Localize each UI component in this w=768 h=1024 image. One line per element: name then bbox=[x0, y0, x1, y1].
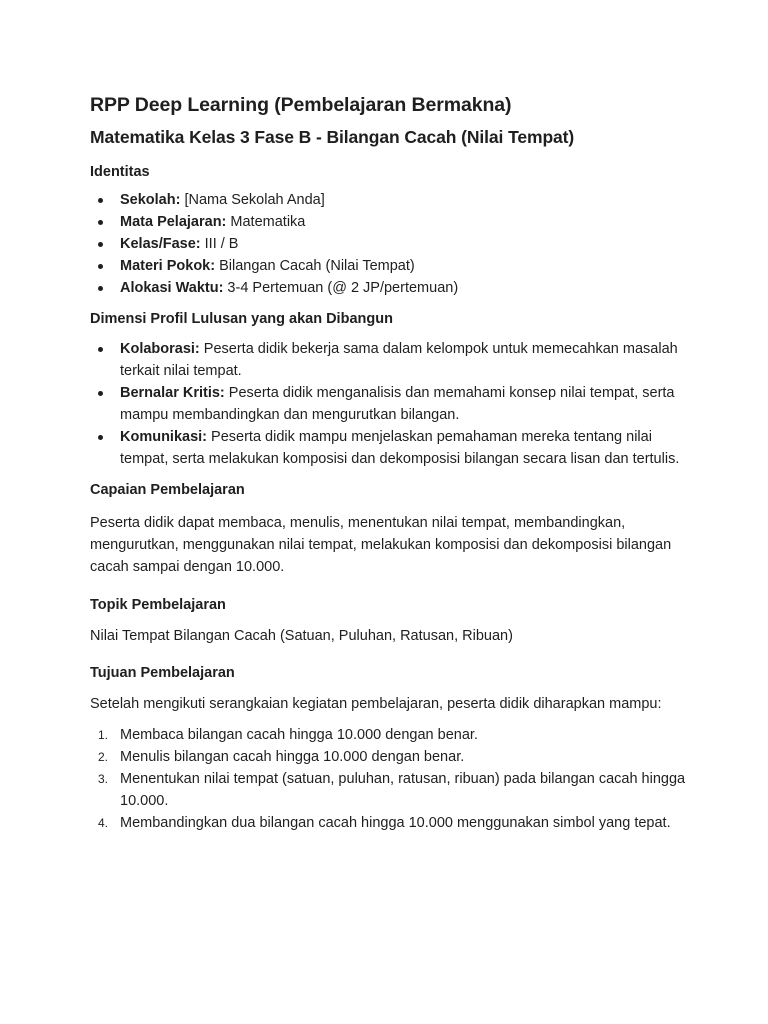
capaian-text: Peserta didik dapat membaca, menulis, menentukan nilai tempat, membandingkan, mengurutkan, menggunakan nilai tempat, melakukan komposisi dan dekomposisi bilangan cacah sampai dengan 10.000. bbox=[90, 515, 672, 575]
list-item bbox=[90, 746, 690, 768]
document-title: RPP Deep Learning (Pembelajaran Bermakna) bbox=[90, 94, 512, 116]
document-subtitle: Matematika Kelas 3 Fase B - Bilangan Cacah (Nilai Tempat) bbox=[90, 127, 575, 147]
list-item bbox=[90, 724, 690, 746]
document-page bbox=[90, 92, 690, 834]
item-value: Peserta didik bekerja sama dalam kelompok untuk memecahkan masalah terkait nilai tempat. bbox=[120, 341, 678, 379]
item-label: Kolaborasi: bbox=[120, 341, 200, 357]
item-label: Sekolah: bbox=[120, 192, 181, 208]
section-heading-topik: Topik Pembelajaran bbox=[90, 597, 226, 613]
topik-text: Nilai Tempat Bilangan Cacah (Satuan, Puluhan, Ratusan, Ribuan) bbox=[90, 628, 513, 644]
item-label: Materi Pokok: bbox=[120, 258, 216, 274]
item-label: Kelas/Fase: bbox=[120, 236, 201, 252]
list-item bbox=[90, 189, 690, 211]
item-number: 3. bbox=[98, 772, 109, 786]
item-value: Peserta didik mampu menjelaskan pemahaman mereka tentang nilai tempat, serta melakukan komposisi dan dekomposisi bilangan secara lisan dan tertulis. bbox=[120, 429, 680, 467]
item-number: 2. bbox=[98, 750, 109, 764]
item-value: III / B bbox=[200, 236, 239, 252]
item-text: Membandingkan dua bilangan cacah hingga 10.000 menggunakan simbol yang tepat. bbox=[120, 815, 671, 831]
section-heading-dimensi: Dimensi Profil Lulusan yang akan Dibangun bbox=[90, 311, 393, 327]
list-item bbox=[90, 382, 690, 426]
item-label: Mata Pelajaran: bbox=[120, 214, 227, 230]
tujuan-list bbox=[90, 724, 690, 834]
list-item bbox=[90, 233, 690, 255]
section-heading-tujuan: Tujuan Pembelajaran bbox=[90, 665, 235, 681]
list-item bbox=[90, 812, 690, 834]
item-number: 1. bbox=[98, 728, 109, 742]
item-text: Menentukan nilai tempat (satuan, puluhan, ratusan, ribuan) pada bilangan cacah hingga 10.000. bbox=[120, 771, 686, 809]
item-value: Bilangan Cacah (Nilai Tempat) bbox=[215, 258, 415, 274]
identitas-list bbox=[90, 189, 690, 299]
section-heading-capaian: Capaian Pembelajaran bbox=[90, 482, 245, 498]
item-label: Komunikasi: bbox=[120, 429, 208, 445]
list-item bbox=[90, 211, 690, 233]
item-value: Matematika bbox=[226, 214, 306, 230]
list-item bbox=[90, 255, 690, 277]
item-value: [Nama Sekolah Anda] bbox=[180, 192, 325, 208]
tujuan-intro: Setelah mengikuti serangkaian kegiatan pembelajaran, peserta didik diharapkan mampu: bbox=[90, 696, 662, 712]
list-item bbox=[90, 338, 690, 382]
item-value: 3-4 Pertemuan (@ 2 JP/pertemuan) bbox=[223, 280, 459, 296]
list-item bbox=[90, 277, 690, 299]
item-number: 4. bbox=[98, 816, 109, 830]
item-label: Alokasi Waktu: bbox=[120, 280, 224, 296]
item-text: Menulis bilangan cacah hingga 10.000 dengan benar. bbox=[120, 749, 465, 765]
list-item bbox=[90, 426, 690, 470]
section-heading-identitas: Identitas bbox=[90, 164, 150, 180]
list-item bbox=[90, 768, 690, 812]
item-value: Peserta didik menganalisis dan memahami konsep nilai tempat, serta mampu membandingkan dan mengurutkan bilangan. bbox=[120, 385, 675, 423]
item-label: Bernalar Kritis: bbox=[120, 385, 225, 401]
dimensi-list bbox=[90, 338, 690, 470]
item-text: Membaca bilangan cacah hingga 10.000 dengan benar. bbox=[120, 727, 478, 743]
